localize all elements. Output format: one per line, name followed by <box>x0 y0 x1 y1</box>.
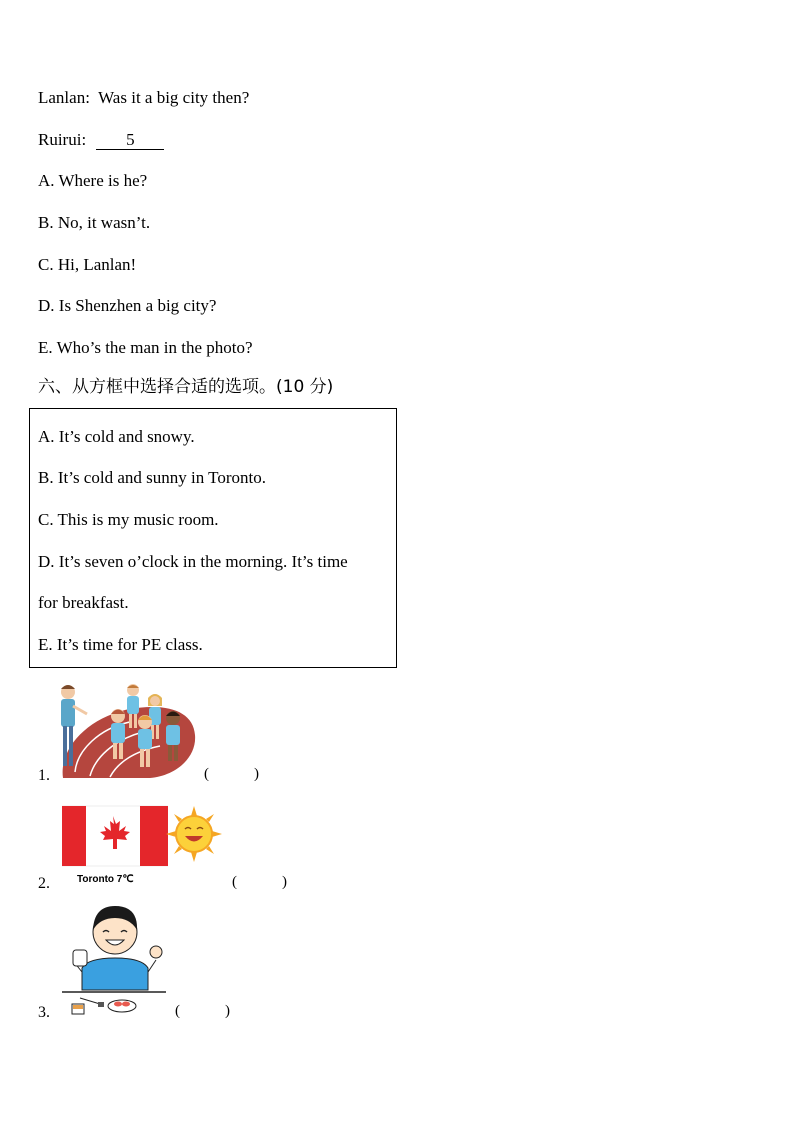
box-option-e: E. It’s time for PE class. <box>38 635 203 654</box>
dialogue-line-lanlan: Lanlan: Was it a big city then? <box>38 88 250 107</box>
answer-parentheses-1[interactable]: ( ) <box>204 766 259 782</box>
dialogue-option-e: E. Who’s the man in the photo? <box>38 338 253 357</box>
question-number-2: 2. <box>38 875 50 892</box>
question-number-3: 3. <box>38 1004 50 1021</box>
box-option-d-continued: for breakfast. <box>38 593 129 612</box>
box-option-b: B. It’s cold and sunny in Toronto. <box>38 468 266 487</box>
answer-parentheses-3[interactable]: ( ) <box>175 1003 230 1019</box>
box-option-a: A. It’s cold and snowy. <box>38 427 195 446</box>
box-option-d: D. It’s seven o’clock in the morning. It’s time <box>38 552 348 571</box>
answer-blank[interactable]: 5 <box>96 131 164 150</box>
pe-class-running-track-image <box>55 680 200 782</box>
section-heading: 六、从方框中选择合适的选项。(10 分) <box>38 377 334 397</box>
dialogue-option-c: C. Hi, Lanlan! <box>38 255 137 274</box>
question-number-1: 1. <box>38 767 50 784</box>
boy-eating-breakfast-image <box>60 900 168 1020</box>
dialogue-option-d: D. Is Shenzhen a big city? <box>38 296 217 315</box>
answer-parentheses-2[interactable]: ( ) <box>232 874 287 890</box>
dialogue-option-a: A. Where is he? <box>38 171 148 190</box>
dialogue-option-b: B. No, it wasn’t. <box>38 213 151 232</box>
sun-icon <box>166 806 222 862</box>
dialogue-line-ruirui: Ruirui: 5 <box>38 130 164 150</box>
box-option-c: C. This is my music room. <box>38 510 219 529</box>
options-box <box>29 408 397 668</box>
canada-flag-icon <box>62 804 168 868</box>
weather-caption: Toronto 7℃ <box>77 874 134 885</box>
